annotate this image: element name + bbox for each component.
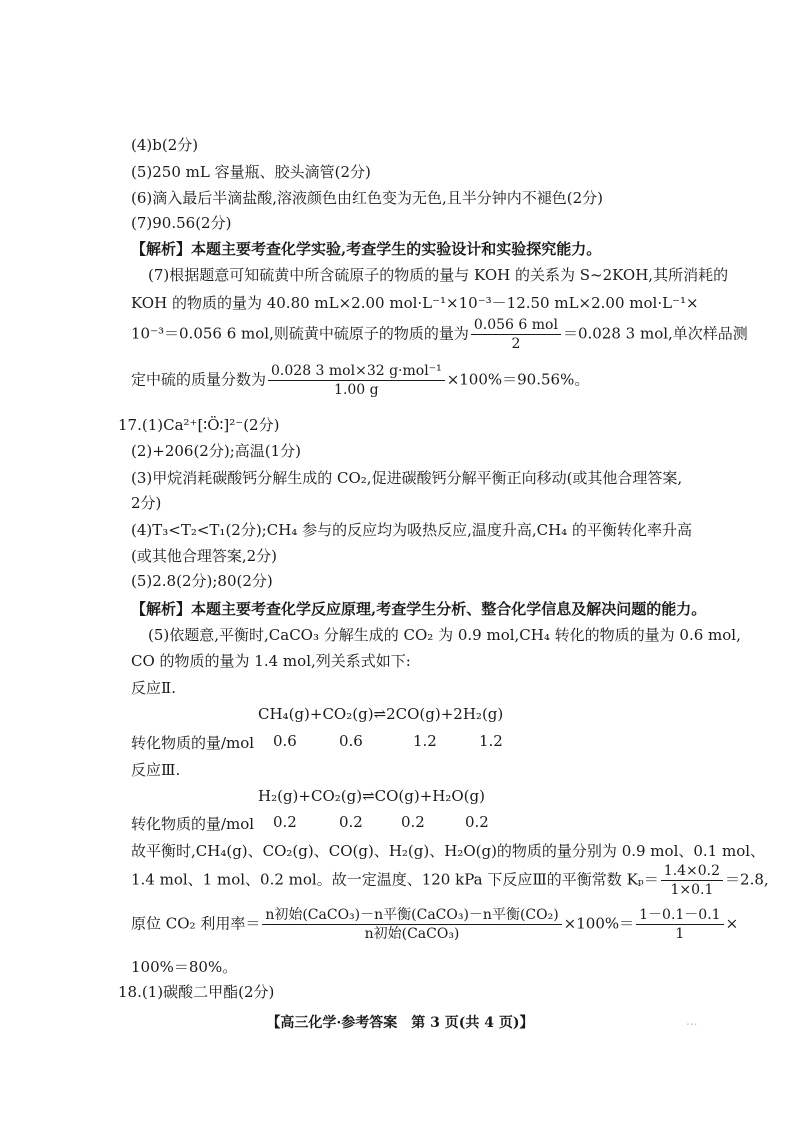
q16-answer-4: (4)b(2分)	[131, 136, 199, 154]
q17-analysis-formula: 原位 CO₂ 利用率＝ $\frac{\text{n初始(CaCO₃)－n平衡(CaCO₃)－n平衡(CO₂)}}{\text{n初始(CaCO₃)}}$ ×100%＝ $\frac{1-0.1-0.1}{1}$ ×	[131, 907, 739, 942]
q17-answer-3: (3)甲烷消耗碳酸钙分解生成的 CO₂,促进碳酸钙分解平衡正向移动(或其他合理答案,	[131, 469, 683, 487]
reaction-3-label: 反应Ⅲ.	[131, 761, 181, 779]
q16-analysis-text: (7)根据题意可知硫黄中所含硫原子的物质的量与 KOH 的关系为 S~2KOH,其所消耗的	[148, 266, 729, 284]
reaction-3-equation: H₂(g)+CO₂(g)⇌CO(g)+H₂O(g)	[258, 787, 485, 805]
reaction-2-values: 转化物质的量/mol 0.6 0.6 1.2 1.2	[131, 732, 503, 752]
fraction: $\frac{\text{0.056 6 mol}}{2}$	[471, 316, 561, 353]
q16-analysis-heading: 【解析】本题主要考查化学实验,考查学生的实验设计和实验探究能力。	[131, 240, 602, 258]
q17-answer-1: 17.(1)Ca²⁺[∶Ö∶]²⁻(2分)	[118, 416, 280, 434]
corner-mark: ...	[686, 1014, 698, 1028]
q16-answer-5: (5)250 mL 容量瓶、胶头滴管(2分)	[131, 163, 371, 181]
fraction: $\frac{\text{0.028 3 mol×32 g·mol⁻¹}}{1.00 g}$	[268, 362, 445, 399]
reaction-2-label: 反应Ⅱ.	[131, 679, 176, 697]
fraction: $\frac{1-0.1-0.1}{1}$	[636, 906, 723, 943]
fraction: $\frac{1.4\times 0.2}{1\times 0.1}$	[661, 862, 723, 899]
q17-analysis-heading: 【解析】本题主要考查化学反应原理,考查学生分析、整合化学信息及解决问题的能力。	[131, 600, 707, 618]
q16-answer-7: (7)90.56(2分)	[131, 214, 232, 232]
q16-analysis-formula: 定中硫的质量分数为 $\frac{\text{0.028 3 mol×32 g·mol⁻¹}}{1.00 g}$ ×100%＝90.56%。	[131, 363, 590, 398]
fraction: $\frac{\text{n初始(CaCO₃)－n平衡(CaCO₃)－n平衡(CO₂)}}{\text{n初始(CaCO₃)}}$	[262, 906, 561, 943]
reaction-3-values: 转化物质的量/mol 0.2 0.2 0.2 0.2	[131, 813, 489, 833]
q17-answer-3-cont: 2分)	[131, 494, 162, 512]
reaction-2-equation: CH₄(g)+CO₂(g)⇌2CO(g)+2H₂(g)	[258, 705, 504, 723]
q17-analysis-text: (5)依题意,平衡时,CaCO₃ 分解生成的 CO₂ 为 0.9 mol,CH₄ 转化的物质的量为 0.6 mol,	[148, 626, 741, 644]
q16-analysis-formula: 10⁻³＝0.056 6 mol,则硫黄中硫原子的物质的量为 $\frac{\text{0.056 6 mol}}{2}$ ＝0.028 3 mol,单次样品测	[131, 317, 748, 352]
q17-answer-4: (4)T₃<T₂<T₁(2分);CH₄ 参与的反应均为吸热反应,温度升高,CH₄ 的平衡转化率升高	[131, 521, 692, 539]
page-footer: 【高三化学·参考答案 第 3 页(共 4 页)】	[266, 1015, 534, 1031]
q17-analysis-text: 故平衡时,CH₄(g)、CO₂(g)、CO(g)、H₂(g)、H₂O(g)的物质的量分别为 0.9 mol、0.1 mol、	[131, 842, 766, 860]
q17-answer-5: (5)2.8(2分);80(2分)	[131, 572, 273, 590]
q18-answer-1: 18.(1)碳酸二甲酯(2分)	[118, 983, 275, 1001]
q17-answer-4-cont: (或其他合理答案,2分)	[131, 547, 278, 565]
q17-analysis-text: 100%＝80%。	[131, 958, 238, 976]
q17-analysis-formula: 1.4 mol、1 mol、0.2 mol。故一定温度、120 kPa 下反应Ⅲ的平衡常数 Kₚ＝ $\frac{1.4\times 0.2}{1\times 0.1}$ ＝2.8,	[131, 863, 769, 898]
q16-analysis-text: KOH 的物质的量为 40.80 mL×2.00 mol·L⁻¹×10⁻³－12.50 mL×2.00 mol·L⁻¹×	[131, 294, 699, 312]
q17-analysis-text: CO 的物质的量为 1.4 mol,列关系式如下:	[131, 652, 411, 670]
q17-answer-2: (2)+206(2分);高温(1分)	[131, 442, 301, 460]
q16-answer-6: (6)滴入最后半滴盐酸,溶液颜色由红色变为无色,且半分钟内不褪色(2分)	[131, 189, 604, 207]
